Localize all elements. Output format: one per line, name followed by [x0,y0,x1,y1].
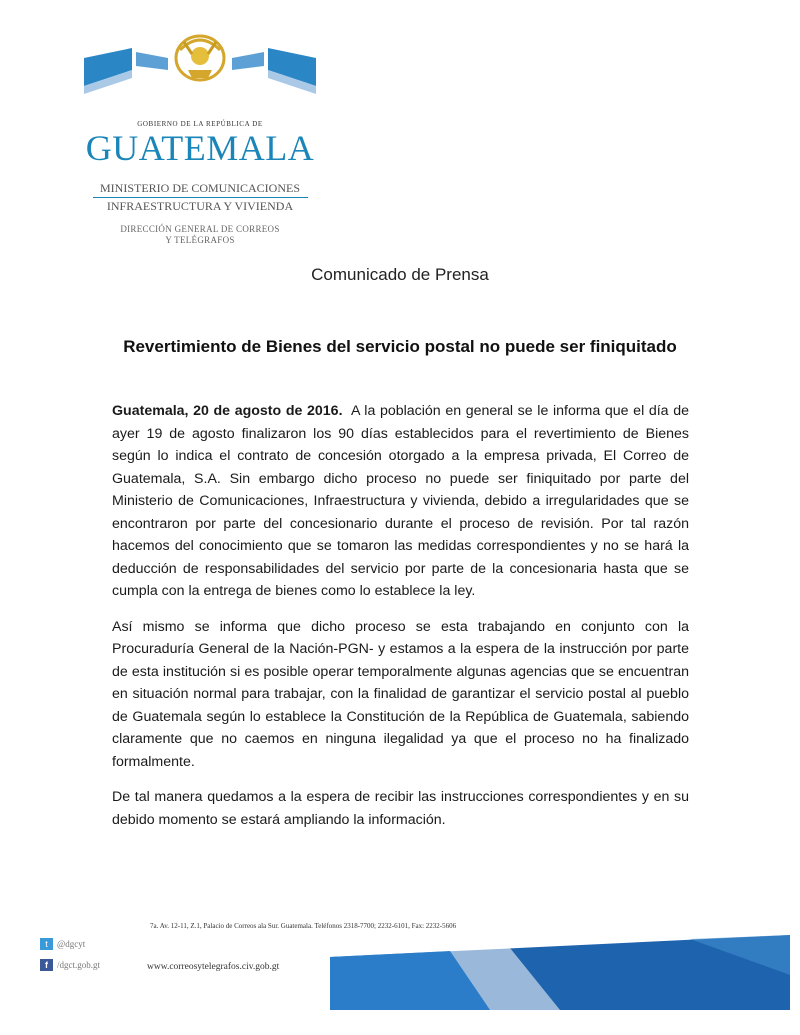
facebook-text: /dgct.gob.gt [57,960,100,970]
direccion-line-1: DIRECCIÓN GENERAL DE CORREOS [120,224,280,234]
footer-blue-band [330,935,790,1010]
document-headline: Revertimiento de Bienes del servicio postal no puede ser finiquitado [123,337,677,356]
direccion-line-2: Y TELÉGRAFOS [165,235,235,245]
twitter-handle [40,938,85,950]
paragraph-2: Así mismo se informa que dicho proceso se esta trabajando en conjunto con la Procuraduría General de la Nación-PGN- y estamos a la espera de la instrucción por parte de esta institución si es posible operar temporalmente algunas agencias que se encuentran en situación normal para trabajar, con la finalidad de garantizar el servicio postal al pueblo de Guatemala según lo establece la Constitución de la República de Guatemala, sabiendo claramente que no caemos en ninguna ilegalidad ya que el proceso no ha finalizado formalmente. [112,618,689,770]
paragraph-1-text: A la población en general se le informa que el día de ayer 19 de agosto finalizaron los 90 días establecidos para el revertimiento de Bienes según lo indica el contrato de concesión otorgado a la empresa privada, El Correo de Guatemala, S.A. Sin embargo dicho proceso no puede ser finiquitado por parte del Ministerio de Comunicaciones, Infraestructura y vivienda, debido a irregularidades que se encontraron por parte del concesionario durante el proceso de revisión. Por tal razón hacemos del conocimiento que se tomaron las medidas correspondientes y no se hará la deducción de responsabilidades del servicio por parte de la concesionaria hasta que se cumpla con la entrega de bienes como lo establece la ley. [112,403,689,599]
twitter-text: @dgcyt [57,939,86,949]
paragraph-1 [112,400,689,603]
ministry-line-1: MINISTERIO DE COMUNICACIONES [100,181,300,195]
footer-website: www.correosytelegrafos.civ.gob.gt [147,962,280,972]
document-body [112,400,689,844]
dateline: Guatemala, 20 de agosto de 2016. [112,403,343,419]
government-line: GOBIERNO DE LA REPÚBLICA DE [137,120,263,128]
letterhead-logo [80,30,320,245]
ministry-line-2: INFRAESTRUCTURA Y VIVIENDA [106,199,294,213]
paragraph-3: De tal manera quedamos a la espera de recibir las instrucciones correspondientes y en su debido momento se estará ampliando la información. [112,789,689,828]
country-name: GUATEMALA [85,128,315,168]
facebook-page [40,959,100,971]
ministry-name [80,180,320,214]
twitter-icon: t [40,938,53,950]
facebook-icon: f [40,959,53,971]
direccion-name [80,224,320,246]
footer-address: 7a. Av. 12-11, Z.1, Palacio de Correos ala Sur. Guatemala. Teléfonos 2318-7700; 2232-6101, Fax: 2232-5606 [150,922,457,930]
document-kind: Comunicado de Prensa [311,265,489,284]
guatemala-coat-of-arms-icon [80,30,320,125]
